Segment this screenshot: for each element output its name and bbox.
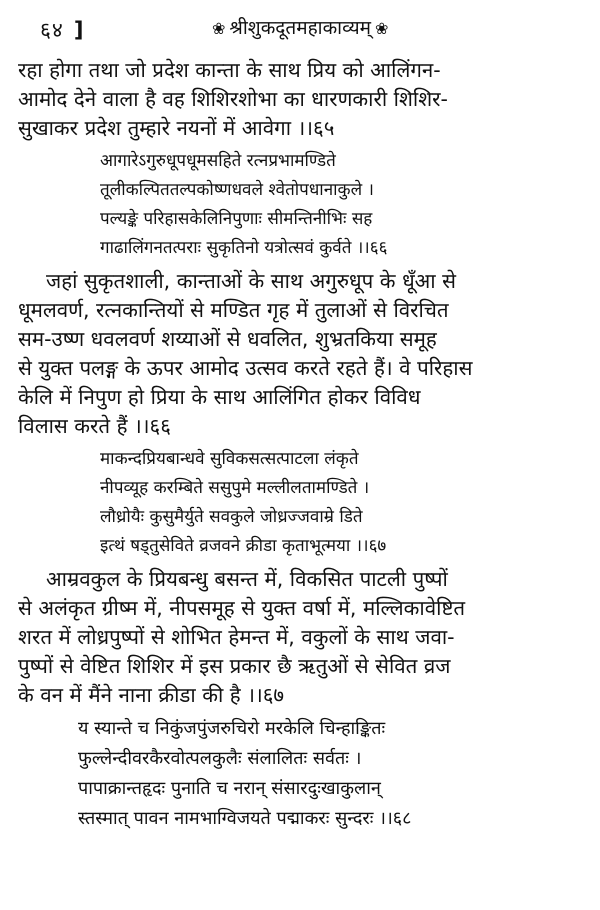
flower-ornament-icon: ❀	[212, 19, 226, 38]
verse-line: पापाक्रान्तहृदः पुनाति च नरान् संसारदुःखाकुलान्	[78, 778, 381, 799]
verse-line: पल्यङ्के परिहासकेलिनिपुणाः सीमन्तिनीभिः सह	[100, 209, 373, 229]
verse-line: गाढालिंगनतत्पराः सुकृतिनो यत्रोत्सवं कुर्वते ।।६६	[100, 238, 388, 258]
verse-line: लौध्रोयैः कुसुमैर्युते सवकुले जोध्रज्जवाम्रे डिते	[100, 507, 363, 527]
verse-67	[18, 445, 582, 561]
prose-line: के वन में मैंने नाना क्रीडा की है ।।६७	[18, 683, 285, 707]
verse-68	[18, 714, 582, 834]
prose-line: सुखाकर प्रदेश तुम्हारे नयनों में आवेगा ।।६५	[18, 116, 335, 140]
prose-line: विलास करते हैं ।।६६	[18, 414, 171, 438]
prose-block-65	[18, 56, 582, 143]
verse-line: फुल्लेन्दीवरकैरवोत्पलकुलैः संलालितः सर्वतः ।	[78, 748, 362, 769]
verse-line: स्तस्मात् पावन नामभाग्विजयते पद्माकरः सुन्दरः ।।६८	[78, 808, 412, 829]
prose-line: पुष्पों से वेष्टित शिशिर में इस प्रकार छै ऋतुओं से सेवित व्रज	[18, 654, 451, 678]
verse-line: तूलीकल्पिततल्पकोष्णधवले श्वेतोपधानाकुले ।	[100, 180, 374, 200]
header-bracket: ]	[73, 18, 85, 42]
verse-line: नीपव्यूह करम्बिते ससुपुमे मल्लीलतामण्डिते ।	[100, 478, 370, 498]
prose-line: धूमलवर्ण, रत्नकान्तियों से मण्डित गृह में तुलाओं से विरचित	[18, 298, 449, 322]
prose-line: जहां सुकृतशाली, कान्ताओं के साथ अगुरुधूप के धूँआ से	[46, 269, 456, 293]
prose-line: शरत में लोध्रपुष्पों से शोभित हेमन्त में, वकुलों के साथ जवा-	[18, 625, 455, 649]
prose-line: से युक्त पलङ्ग के ऊपर आमोद उत्सव करते रहते हैं। वे परिहास	[18, 356, 473, 380]
page-number: ६४ ]	[40, 18, 85, 42]
running-title-text: श्रीशुकदूतमहाकाव्यम्	[229, 17, 371, 39]
page-header	[18, 0, 582, 56]
verse-line: माकन्दप्रियबान्धवे सुविकसत्सत्पाटला लंकृते	[100, 449, 359, 469]
prose-block-66	[18, 267, 582, 441]
verse-line: य स्यान्ते च निकुंजपुंजरुचिरो मरकेलि चिन्हाङ्कितः	[78, 718, 386, 739]
verse-line: इत्थं षड्तुसेविते व्रजवने क्रीडा कृताभूत्मया ।।६७	[100, 536, 387, 556]
flower-ornament-icon: ❀	[374, 19, 389, 38]
prose-line: आम्रवकुल के प्रियबन्धु बसन्त में, विकसित पाटली पुष्पों	[46, 567, 448, 591]
prose-block-67	[18, 565, 582, 710]
prose-line: रहा होगा तथा जो प्रदेश कान्ता के साथ प्रिय को आलिंगन-	[18, 58, 441, 82]
verse-line: आगारेऽगुरुधूपधूमसहिते रत्नप्रभामण्डिते	[100, 151, 336, 171]
verse-66	[18, 147, 582, 263]
prose-line: आमोद देने वाला है वह शिशिरशोभा का धारणकारी शिशिर-	[18, 87, 448, 111]
running-title	[208, 14, 392, 40]
prose-line: केलि में निपुण हो प्रिया के साथ आलिंगित होकर विविध	[18, 385, 421, 409]
prose-line: से अलंकृत ग्रीष्म में, नीपसमूह से युक्त वर्षा में, मल्लिकावेष्टित	[18, 596, 466, 620]
prose-line: सम-उष्ण धवलवर्ण शय्याओं से धवलित, शुभ्रतकिया समूह	[18, 327, 437, 351]
